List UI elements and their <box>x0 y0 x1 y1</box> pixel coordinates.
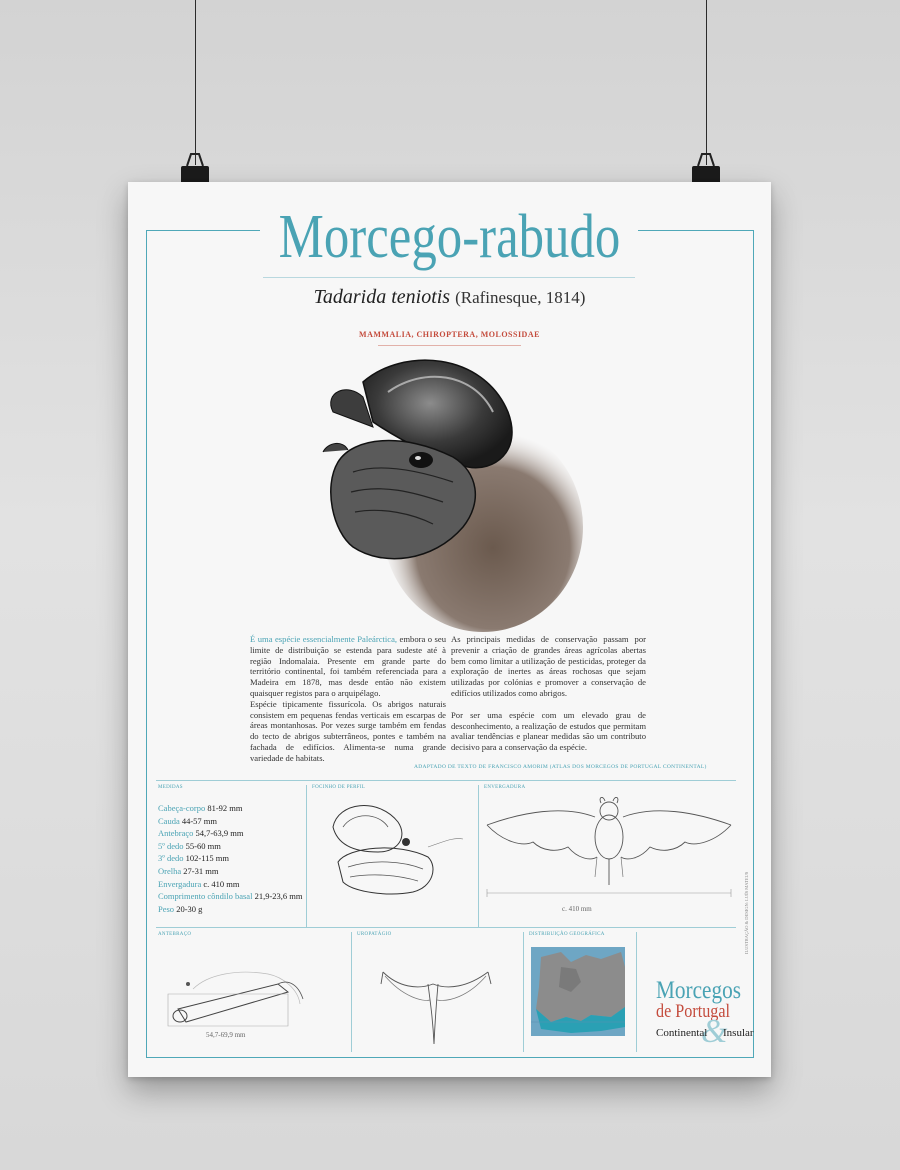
divider-2 <box>478 785 479 927</box>
bat-head-illustration <box>293 352 583 637</box>
divider-3 <box>351 932 352 1052</box>
logo-ampersand: & <box>701 1013 728 1050</box>
text-column-right <box>451 634 646 753</box>
logo-line-1: Morcegos <box>656 977 741 1004</box>
title-underline <box>263 277 635 278</box>
measurement-row: Antebraço 54,7-63,9 mm <box>158 828 244 839</box>
label-focinho: FOCINHO DE PERFIL <box>312 785 366 790</box>
logo-line-3a: Continental <box>656 1027 708 1039</box>
poster <box>128 182 771 1077</box>
label-medidas: MEDIDAS <box>158 785 183 790</box>
measurement-row: Envergadura c. 410 mm <box>158 878 240 889</box>
scientific-name-line <box>128 286 771 309</box>
label-envergadura: ENVERGADURA <box>484 785 526 790</box>
measurement-row: 5º dedo 55-60 mm <box>158 840 221 851</box>
paragraph-1-body: embora o seu limite de distribuição se estenda para sudeste até à região Indomalaia. Presente em grande parte do território continental, foi também referenciada para a Madeira em 1878, mas desde então não existem quaisquer registos para o arquipélago. <box>250 634 447 698</box>
paragraph-1 <box>250 634 446 699</box>
measurement-row: 3º dedo 102-115 mm <box>158 853 230 864</box>
measurement-row: Cabeça-corpo 81-92 mm <box>158 803 243 813</box>
measurements-list <box>158 802 303 915</box>
scientific-name: Tadarida teniotis <box>313 286 451 308</box>
section-rule-1 <box>156 780 736 781</box>
poster-title: Morcego-rabudo <box>278 203 621 271</box>
paragraph-1-highlight: É uma espécie essencialmente Paleárctica, <box>250 634 398 644</box>
measurement-row: Peso 20-30 g <box>158 903 203 914</box>
label-antebraco: ANTEBRAÇO <box>158 932 192 937</box>
forearm-caption: 54,7-69,9 mm <box>206 1031 246 1039</box>
hanging-string-right <box>706 0 707 165</box>
logo-line-2: de Portugal <box>656 1001 731 1022</box>
taxonomy: MAMMALIA, CHIROPTERA, MOLOSSIDAE <box>359 330 540 339</box>
paragraph-2: Espécie tipicamente fissurícola. Os abrigos naturais consistem em pequenas fendas verticais em escarpas de áreas montanhosas. Por vezes surge também em fendas do tecto de abrigos subterrâneos, pontes e também na fachada de edifícios. Alimenta-se numa grande variedade de habitats. <box>250 698 446 763</box>
measurement-row: Orelha 27-31 mm <box>158 865 219 876</box>
authority: (Rafinesque, 1814) <box>455 288 586 307</box>
paragraph-4: Por ser uma espécie com um elevado grau de desconhecimento, a realização de estudos que permitam avaliar tendências e planear medidas são um contributo decisivo para a conservação da espécie. <box>451 709 646 753</box>
measurement-row: Cauda 44-57 mm <box>158 815 218 826</box>
label-uropatagio: UROPATÁGIO <box>357 932 392 937</box>
divider-4 <box>523 932 524 1052</box>
section-rule-2 <box>156 927 736 928</box>
distribution-map <box>531 947 625 1036</box>
divider-1 <box>306 785 307 927</box>
forearm-drawing <box>158 944 308 1042</box>
divider-5 <box>636 932 637 1052</box>
logo-line-3b: Insular <box>723 1027 754 1039</box>
series-logo <box>648 977 758 1052</box>
text-credit: ADAPTADO DE TEXTO DE FRANCISCO AMORIM (ATLAS DOS MORCEGOS DE PORTUGAL CONTINENTAL) <box>414 764 707 770</box>
snout-profile-drawing <box>318 797 468 917</box>
label-distribuicao: DISTRIBUIÇÃO GEOGRÁFICA <box>529 932 605 937</box>
measurement-row: Comprimento côndilo basal 21,9-23,6 mm <box>158 891 303 902</box>
wingspan-caption: c. 410 mm <box>562 905 592 913</box>
paragraph-3: As principais medidas de conservação passam por prevenir a criação de grandes áreas agrícolas abertas bem como limitar a utilização de pesticidas, proteger da exploração de inertes as áreas rochosas que sejam utilizadas por colónias e promover a conservação de edifícios utilizados como abrigos. <box>451 634 646 698</box>
text-column-left <box>250 634 446 764</box>
wingspan-drawing <box>483 797 735 902</box>
uropatagium-drawing <box>373 962 503 1047</box>
hanging-string-left <box>195 0 196 165</box>
taxonomy-rule <box>378 345 521 346</box>
vertical-credit: ILUSTRAÇÃO & DESIGN: LUÍS MATEUS <box>744 871 749 954</box>
